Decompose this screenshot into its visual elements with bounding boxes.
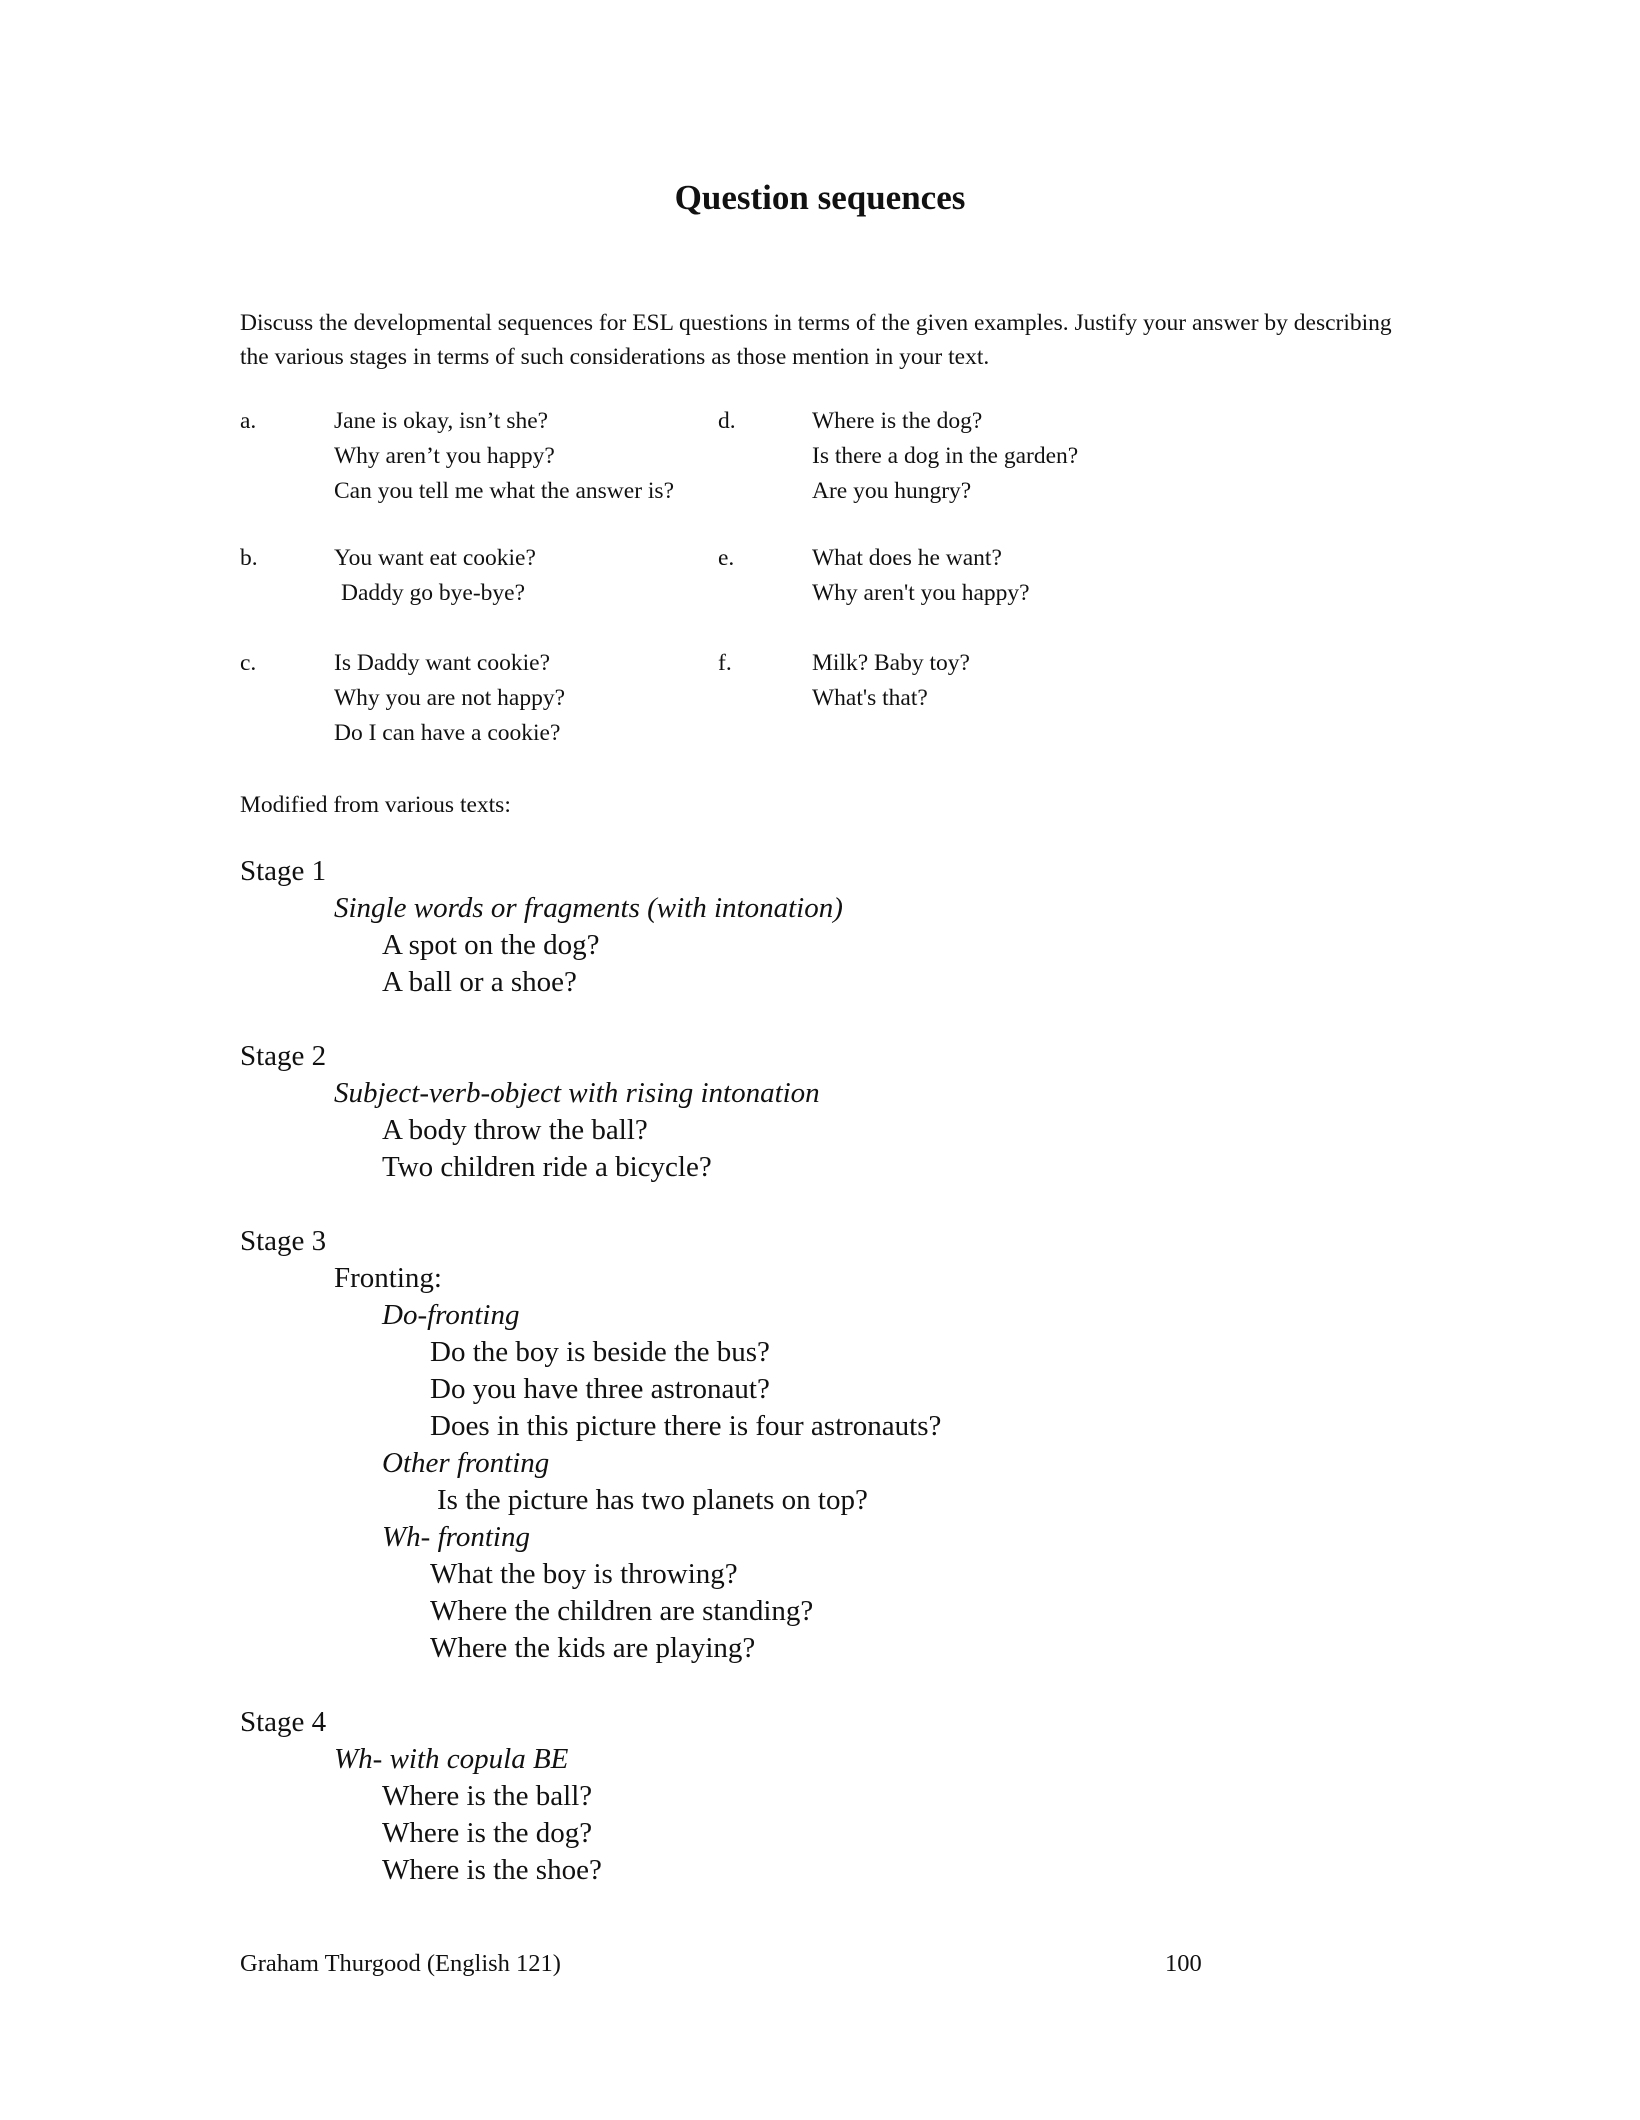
stage-example: A ball or a shoe? bbox=[382, 966, 577, 998]
stage-example: Where the kids are playing? bbox=[430, 1632, 756, 1664]
example-marker: d. bbox=[718, 408, 736, 434]
example-line: Jane is okay, isn’t she? bbox=[334, 408, 549, 434]
page-title: Question sequences bbox=[674, 178, 966, 217]
example-line: Why you are not happy? bbox=[334, 685, 566, 711]
example-line: Is there a dog in the garden? bbox=[812, 443, 1079, 469]
stage-example: Where is the shoe? bbox=[382, 1854, 602, 1886]
example-line: Why aren’t you happy? bbox=[334, 443, 555, 469]
stage-description: Fronting: bbox=[334, 1262, 442, 1294]
example-line: Can you tell me what the answer is? bbox=[334, 478, 675, 504]
stage-example: Two children ride a bicycle? bbox=[382, 1151, 712, 1183]
example-line: Is Daddy want cookie? bbox=[334, 650, 550, 676]
stage-example: Where is the ball? bbox=[382, 1780, 593, 1812]
stage-example: Is the picture has two planets on top? bbox=[437, 1484, 868, 1516]
stage-example: Do you have three astronaut? bbox=[430, 1373, 770, 1405]
stage-example: Do the boy is beside the bus? bbox=[430, 1336, 770, 1368]
fronting-type-do: Do-fronting bbox=[382, 1299, 520, 1331]
stage-example: Does in this picture there is four astronauts? bbox=[430, 1410, 942, 1442]
stage-example: What the boy is throwing? bbox=[430, 1558, 738, 1590]
example-line: Why aren't you happy? bbox=[812, 580, 1030, 606]
stage-example: A spot on the dog? bbox=[382, 929, 600, 961]
example-marker: b. bbox=[240, 545, 258, 571]
stage-example: Where is the dog? bbox=[382, 1817, 593, 1849]
stage-description: Single words or fragments (with intonation) bbox=[334, 892, 843, 924]
stage-heading: Stage 4 bbox=[240, 1706, 327, 1738]
stage-description: Subject-verb-object with rising intonation bbox=[334, 1077, 820, 1109]
example-marker: c. bbox=[240, 650, 257, 676]
example-line: Where is the dog? bbox=[812, 408, 983, 434]
example-marker: e. bbox=[718, 545, 735, 571]
example-line: Do I can have a cookie? bbox=[334, 720, 561, 746]
example-line: What does he want? bbox=[812, 545, 1002, 571]
source-note: Modified from various texts: bbox=[240, 792, 511, 818]
instructions-paragraph: Discuss the developmental sequences for ESL questions in terms of the given examples. Justify your answer by describing the various stages in terms of such considerations as those mention in your text. bbox=[240, 310, 1392, 370]
fronting-type-wh: Wh- fronting bbox=[382, 1521, 530, 1553]
stage-example: Where the children are standing? bbox=[430, 1595, 814, 1627]
stage-example: A body throw the ball? bbox=[382, 1114, 648, 1146]
example-marker: a. bbox=[240, 408, 257, 434]
fronting-type-other: Other fronting bbox=[382, 1447, 550, 1479]
footer-author: Graham Thurgood (English 121) bbox=[240, 1950, 561, 1977]
example-line: Daddy go bye-bye? bbox=[341, 580, 526, 606]
example-line: You want eat cookie? bbox=[334, 545, 536, 571]
page-number: 100 bbox=[1165, 1950, 1202, 1977]
example-marker: f. bbox=[718, 650, 732, 676]
stage-description: Wh- with copula BE bbox=[334, 1743, 569, 1775]
stage-heading: Stage 1 bbox=[240, 855, 327, 887]
example-line: Are you hungry? bbox=[812, 478, 972, 504]
stage-heading: Stage 3 bbox=[240, 1225, 327, 1257]
example-line: Milk? Baby toy? bbox=[812, 650, 970, 676]
stage-heading: Stage 2 bbox=[240, 1040, 327, 1072]
example-line: What's that? bbox=[812, 685, 928, 711]
